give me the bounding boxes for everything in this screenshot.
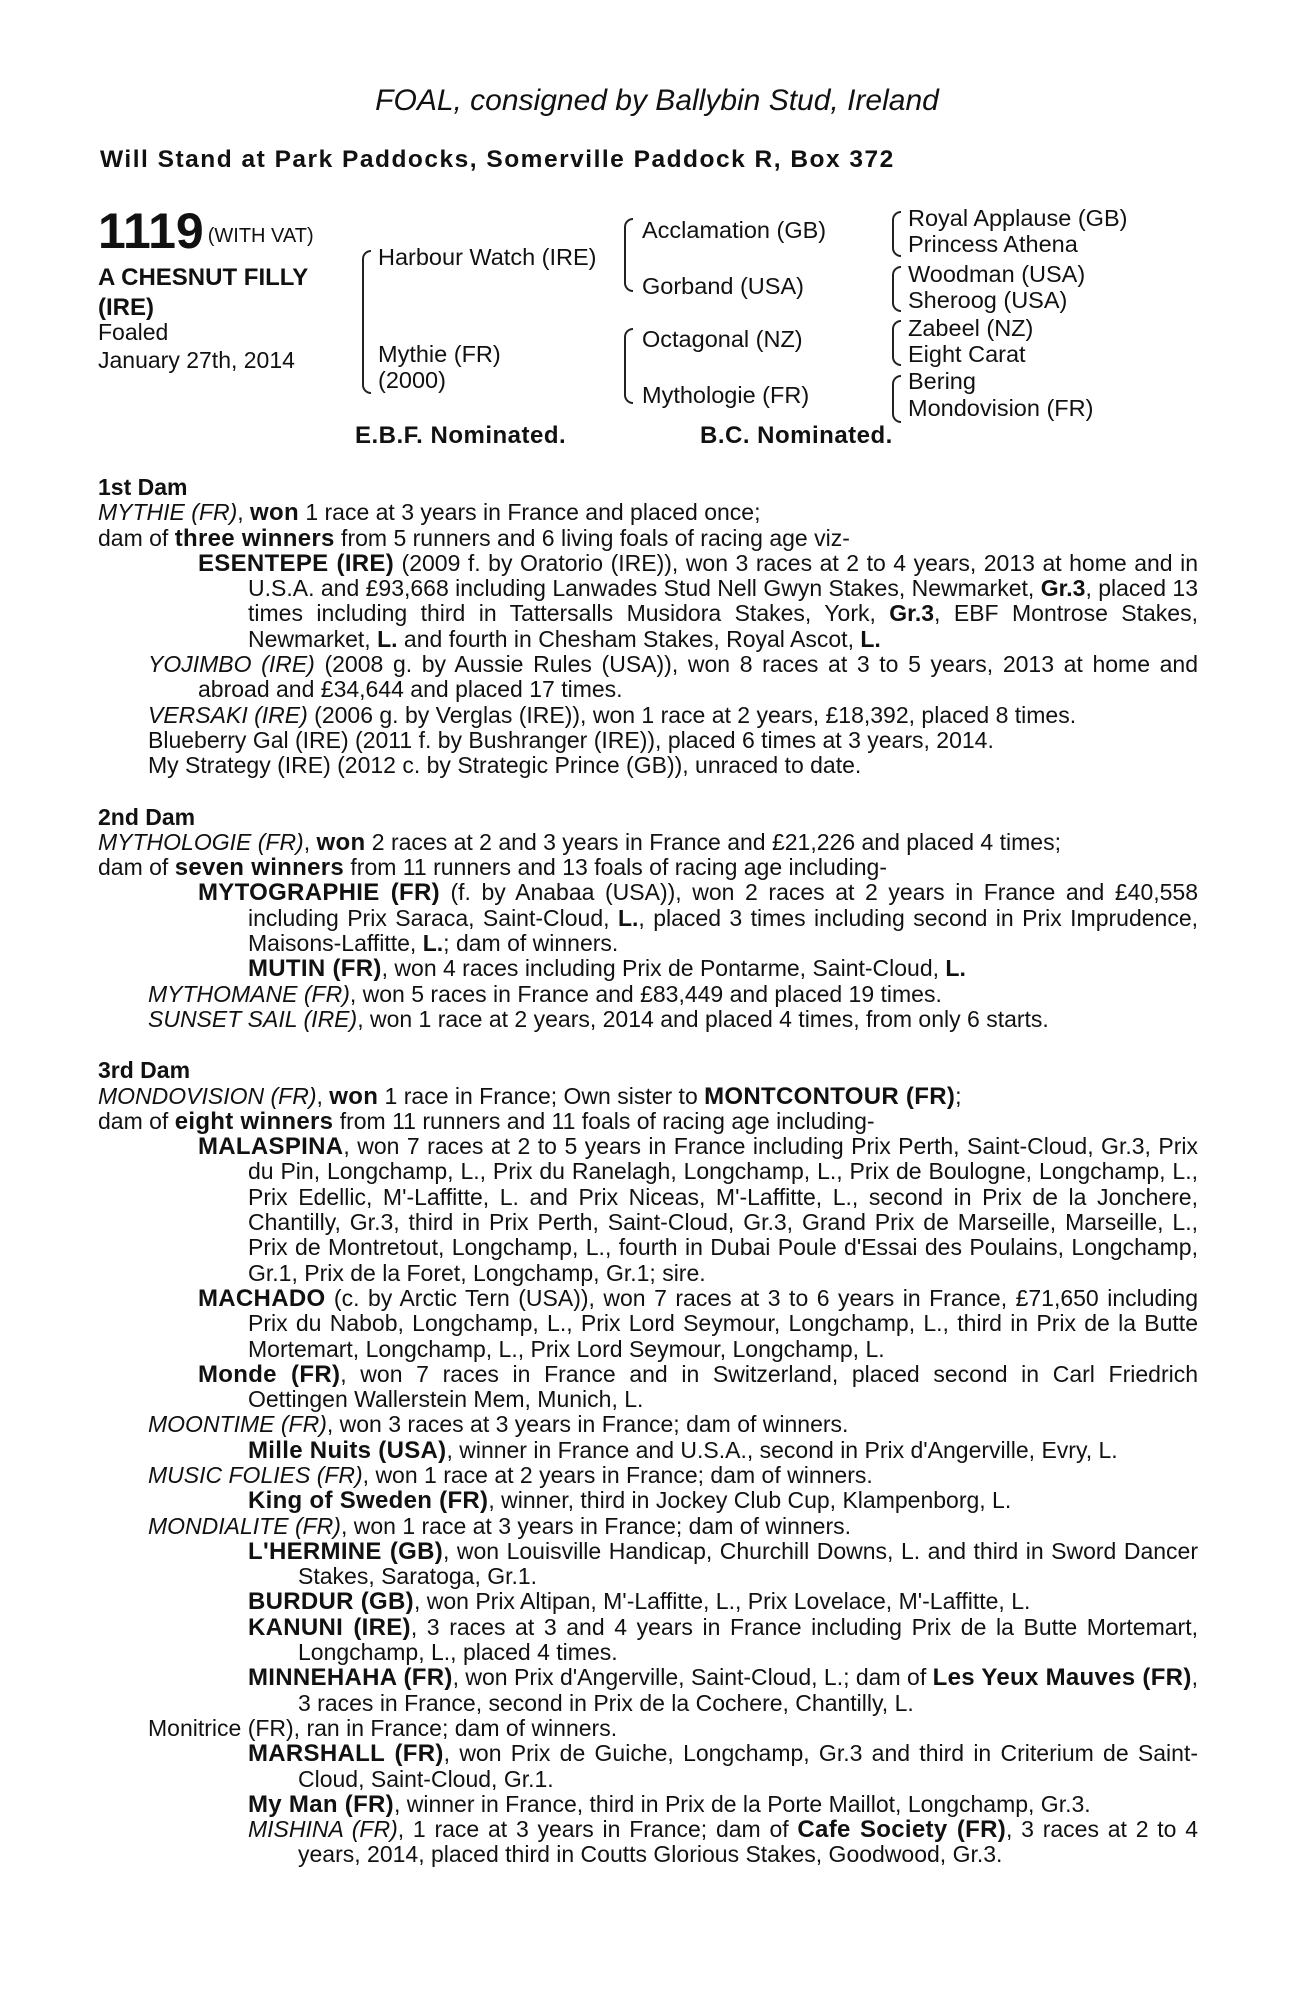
second-dam-record: dam of seven winners from 11 runners and 13 foals of racing age including- [98,854,887,882]
dam: Mythie (FR) [378,341,501,367]
progeny-sunset-sail: SUNSET SAIL (IRE), won 1 race at 2 years, 2014 and placed 4 times, from only 6 starts. [148,1005,1049,1032]
brace-sire [624,218,633,292]
progeny-music-folies: MUSIC FOLIES (FR), won 1 race at 2 years in France; dam of winners. [148,1461,873,1488]
third-dam-intro: MONDOVISION (FR), won 1 race in France; Own sister to MONTCONTOUR (FR); [98,1082,962,1110]
second-dam-heading: 2nd Dam [98,803,196,830]
progeny-esentepe: ESENTEPE (IRE) (2009 f. by Oratorio (IRE)), won 3 races at 2 to 4 years, 2013 at home and in U.S.A. and £93,668 including Lanwades Stud Nell Gwyn Stakes, Newmarket, Gr.3, placed 13 times including third in Tattersalls Musidora Stakes, York, Gr.3, EBF Montrose Stakes, Newmarket, L. and fourth in Chesham Stakes, Royal Ascot, L. [198,549,1198,652]
dam-year: (2000) [378,367,446,393]
grandprogeny-mille-nuits: Mille Nuits (USA), winner in France and U.S.A., second in Prix d'Angerville, Evry, L. [248,1436,1118,1464]
lot-description-line2: (IRE) [98,294,154,321]
progeny-my-strategy: My Strategy (IRE) (2012 c. by Strategic Prince (GB)), unraced to date. [148,752,862,779]
ebf-nomination: E.B.F. Nominated. [355,422,567,449]
consignor-line: FOAL, consigned by Ballybin Stud, Ireland [375,84,939,117]
progeny-monitrice: Monitrice (FR), ran in France; dam of winners. [148,1714,618,1741]
g3-bering: Bering [908,368,976,394]
progeny-moontime: MOONTIME (FR), won 3 races at 3 years in France; dam of winners. [148,1411,849,1438]
foaled-date: January 27th, 2014 [98,347,295,373]
foaled-info [98,318,295,374]
brace-g3-2 [892,266,901,312]
brace-g3-1 [892,211,901,257]
grandprogeny-lhermine: L'HERMINE (GB), won Louisville Handicap, Churchill Downs, L. and third in Sword Dancer Stakes, Saratoga, Gr.1. [248,1537,1198,1590]
sire-sire: Acclamation (GB) [642,217,827,243]
lot-description-line1: A CHESNUT FILLY [98,264,309,291]
grandprogeny-minnehaha: MINNEHAHA (FR), won Prix d'Angerville, Saint-Cloud, L.; dam of Les Yeux Mauves (FR), 3 races in France, second in Prix de la Cochere, Chantilly, L. [248,1664,1198,1716]
bc-nomination: B.C. Nominated. [700,422,893,449]
progeny-mytographie: MYTOGRAPHIE (FR) (f. by Anabaa (USA)), won 2 races at 2 years in France and £40,558 including Prix Saraca, Saint-Cloud, L., placed 3 times including second in Prix Imprudence, Maisons-Laffitte, L.; dam of winners. [198,879,1199,957]
g3-zabeel: Zabeel (NZ) [908,315,1034,341]
catalogue-body [98,475,1198,1868]
g3-princess-athena: Princess Athena [908,231,1078,257]
third-dam-record: dam of eight winners from 11 runners and 11 foals of racing age including- [98,1107,875,1135]
g3-mondovision: Mondovision (FR) [908,395,1094,421]
brace-gen1 [362,250,371,394]
progeny-machado: MACHADO (c. by Arctic Tern (USA)), won 7 races at 3 to 6 years in France, £71,650 including Prix du Nabob, Longchamp, L., Prix Lord Seymour, Longchamp, L., third in Prix de la Butte Mortemart, Longchamp, L., Prix Lord Seymour, Longchamp, L. [198,1284,1198,1362]
progeny-monde: Monde (FR), won 7 races in France and in Switzerland, placed second in Carl Friedrich Oettingen Wallerstein Mem, Munich, L. [198,1360,1199,1413]
lot-number [98,203,314,259]
second-dam-intro: MYTHOLOGIE (FR), won 2 races at 2 and 3 years in France and £21,226 and placed 4 times; [98,828,1061,856]
grandprogeny-mishina: MISHINA (FR), 1 race at 3 years in France; dam of Cafe Society (FR), 3 races at 2 to 4 years, 2014, placed third in Coutts Glorious Stakes, Goodwood, Gr.3. [248,1816,1199,1868]
first-dam-heading: 1st Dam [98,474,188,500]
grandprogeny-marshall: MARSHALL (FR), won Prix de Guiche, Longchamp, Gr.3 and third in Criterium de Saint-Cloud, Saint-Cloud, Gr.1. [248,1740,1198,1792]
grandprogeny-king-of-sweden: King of Sweden (FR), winner, third in Jockey Club Cup, Klampenborg, L. [248,1487,1012,1515]
first-dam-record: dam of three winners from 5 runners and 6 living foals of racing age viz- [98,524,850,552]
g3-sheroog: Sheroog (USA) [908,287,1068,313]
g3-royal-applause: Royal Applause (GB) [908,205,1128,231]
third-dam-heading: 3rd Dam [98,1057,191,1084]
g3-woodman: Woodman (USA) [908,261,1086,287]
grandprogeny-my-man: My Man (FR), winner in France, third in Prix de la Porte Maillot, Longchamp, Gr.3. [248,1790,1091,1818]
vat-note: (WITH VAT) [207,225,314,247]
lot-number-value: 1119 [98,203,204,259]
sire: Harbour Watch (IRE) [378,244,597,270]
stand-location: Will Stand at Park Paddocks, Somerville Paddock R, Box 372 [100,146,895,173]
progeny-malaspina: MALASPINA, won 7 races at 2 to 5 years in France including Prix Perth, Saint-Cloud, Gr.3, Prix du Pin, Longchamp, L., Prix du Ranelagh, Longchamp, L., Prix de Boulogne, Longchamp, L., Prix Edellic, M'-Laffitte, L. and Prix Niceas, M'-Laffitte, L., second in Prix de la Jonchere, Chantilly, Gr.3, third in Prix Perth, Saint-Cloud, Gr.3, Grand Prix de Marseille, Marseille, L., Prix de Montretout, Longchamp, L., fourth in Dubai Poule d'Essai des Poulains, Longchamp, Gr.1, Prix de la Foret, Longchamp, Gr.1; sire. [198,1133,1198,1286]
progeny-yojimbo: YOJIMBO (IRE) (2008 g. by Aussie Rules (USA)), won 8 races at 3 to 5 years, 2013 at home and abroad and £34,644 and placed 17 times. [148,651,1199,703]
dam-sire: Octagonal (NZ) [642,326,803,352]
first-dam-intro: MYTHIE (FR), won 1 race at 3 years in France and placed once; [98,499,761,527]
g3-eight-carat: Eight Carat [908,341,1026,367]
brace-g3-4 [892,375,901,423]
progeny-blueberry-gal: Blueberry Gal (IRE) (2011 f. by Bushranger (IRE)), placed 6 times at 3 years, 2014. [148,726,994,753]
brace-g3-3 [892,320,901,366]
progeny-versaki: VERSAKI (IRE) (2006 g. by Verglas (IRE)), won 1 race at 2 years, £18,392, placed 8 times. [148,701,1077,728]
progeny-mutin: MUTIN (FR), won 4 races including Prix de Pontarme, Saint-Cloud, L. [248,955,966,983]
grandprogeny-kanuni: KANUNI (IRE), 3 races at 3 and 4 years in France including Prix de la Butte Mortemart, Longchamp, L., placed 4 times. [248,1613,1198,1666]
progeny-mythomane: MYTHOMANE (FR), won 5 races in France and £83,449 and placed 19 times. [148,980,942,1007]
foaled-label: Foaled [98,319,169,345]
lot-description [98,263,368,323]
grandprogeny-burdur: BURDUR (GB), won Prix Altipan, M'-Laffitte, L., Prix Lovelace, M'-Laffitte, L. [248,1588,1031,1616]
sire-dam: Gorband (USA) [642,273,804,299]
dam-dam: Mythologie (FR) [642,382,810,408]
progeny-mondialite: MONDIALITE (FR), won 1 race at 3 years in France; dam of winners. [148,1512,852,1539]
brace-dam [624,328,633,404]
